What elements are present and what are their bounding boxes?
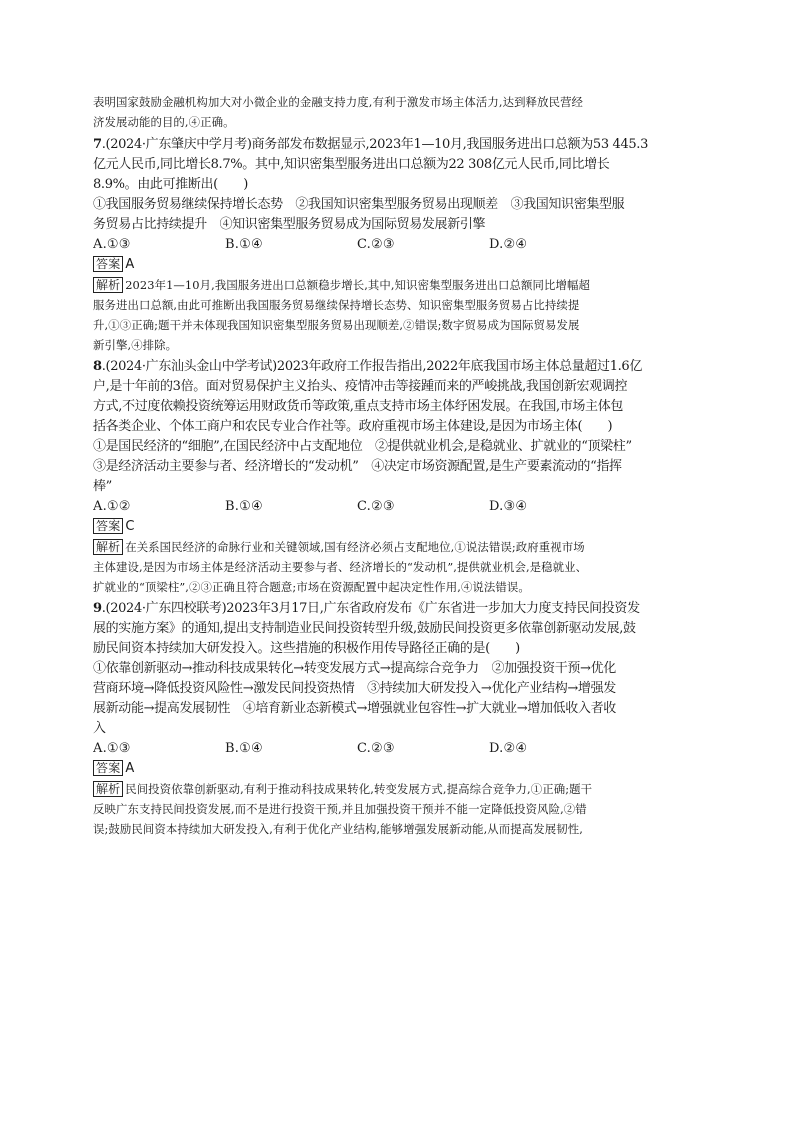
answer-line — [93, 517, 715, 537]
analysis-line: 升,①③正确;题干并未体现我国知识密集型服务贸易出现顺差,②错误;数字贸易成为国际贸易发展 — [93, 318, 580, 332]
statement-line: ③是经济活动主要参与者、经济增长的“发动机” ④决定市场资源配置,是生产要素流动的“指挥 — [93, 459, 622, 474]
option-a: A.①③ — [93, 237, 131, 252]
answer-value: A — [125, 761, 135, 776]
question-number: 9 — [93, 601, 102, 616]
analysis-tag: 解析 — [93, 539, 123, 555]
analysis-tag: 解析 — [93, 277, 123, 293]
option-d: D.②④ — [489, 237, 528, 252]
option-d: D.③④ — [489, 499, 528, 514]
question-stem-line: 展的实施方案》的通知,提出支持制造业民间投资转型升级,鼓励民间投资更多依靠创新驱动发展,鼓 — [93, 621, 636, 636]
option-b: B.①④ — [225, 499, 263, 514]
option-a: A.①③ — [93, 741, 131, 756]
answer-line — [93, 255, 715, 275]
question-stem-line: 9.(2024·广东四校联考)2023年3月17日,广东省政府发布《广东省进一步加大力度支持民间投资发 — [93, 601, 640, 616]
analysis-line: 新引擎,④排除。 — [93, 338, 178, 352]
statement-line: 务贸易占比持续提升 ④知识密集型服务贸易成为国际贸易发展新引擎 — [93, 217, 486, 232]
options-row — [93, 497, 715, 517]
options-row — [93, 235, 715, 255]
statement-line: ①我国服务贸易继续保持增长态势 ②我国知识密集型服务贸易出现顺差 ③我国知识密集型服 — [93, 197, 625, 212]
answer-value: C — [125, 519, 135, 534]
analysis-line: 解析 在关系国民经济的命脉行业和关键领域,国有经济必须占支配地位,①说法错误;政府重视市场 — [93, 537, 715, 557]
statement-line: ①是国民经济的“细胞”,在国民经济中占支配地位 ②提供就业机会,是稳就业、扩就业的“顶梁柱” — [93, 439, 632, 454]
question-stem-line: 励民间资本持续加大研发投入。这些措施的积极作用传导路径正确的是( ) — [93, 641, 520, 656]
answer-tag: 答案 — [93, 760, 123, 776]
question-8 — [93, 357, 715, 597]
statement-line: 棒” — [93, 479, 112, 494]
analysis-line: 解析 民间投资依靠创新驱动,有利于推动科技成果转化,转变发展方式,提高综合竞争力,①正确;题干 — [93, 779, 715, 799]
analysis-line: 服务进出口总额,由此可推断出我国服务贸易继续保持增长态势、知识密集型服务贸易占比持续提 — [93, 298, 580, 312]
intro-line: 表明国家鼓励金融机构加大对小微企业的金融支持力度,有利于激发市场主体活力,达到释放民营经 — [93, 95, 584, 109]
option-c: C.②③ — [357, 741, 395, 756]
answer-tag: 答案 — [93, 518, 123, 534]
document-page — [93, 92, 715, 841]
option-c: C.②③ — [357, 237, 395, 252]
analysis-line: 解析 2023年1—10月,我国服务进出口总额稳步增长,其中,知识密集型服务进出口总额同比增幅超 — [93, 275, 715, 295]
statement-line: 入 — [93, 721, 106, 736]
question-stem-line: 户,是十年前的3倍。面对贸易保护主义抬头、疫情冲击等接踵而来的严峻挑战,我国创新宏观调控 — [93, 379, 628, 394]
option-b: B.①④ — [225, 741, 263, 756]
answer-tag: 答案 — [93, 256, 123, 272]
statement-line: 营商环境→降低投资风险性→激发民间投资热情 ③持续加大研发投入→优化产业结构→增强发 — [93, 681, 616, 696]
options-row — [93, 739, 715, 759]
analysis-line: 扩就业的“顶梁柱”,②③正确且符合题意;市场在资源配置中起决定性作用,④说法错误。 — [93, 580, 530, 594]
option-b: B.①④ — [225, 237, 263, 252]
question-stem-line: 方式,不过度依赖投资统筹运用财政货币等政策,重点支持市场主体纾困发展。在我国,市场主体包 — [93, 399, 623, 414]
option-a: A.①② — [93, 499, 131, 514]
question-number: 8 — [93, 359, 102, 374]
question-7 — [93, 135, 715, 355]
question-stem-line: 亿元人民币,同比增长8.7%。其中,知识密集型服务进出口总额为22 308亿元人民币,同比增长 — [93, 157, 610, 172]
question-stem-line: 8.(2024·广东汕头金山中学考试)2023年政府工作报告指出,2022年底我国市场主体总量超过1.6亿 — [93, 359, 642, 374]
analysis-line: 主体建设,是因为市场主体是经济活动主要参与者、经济增长的“发动机”,提供就业机会,是稳就业、 — [93, 560, 588, 574]
answer-line — [93, 759, 715, 779]
intro-line: 济发展动能的目的,④正确。 — [93, 115, 235, 129]
statement-line: 展新动能→提高发展韧性 ④培育新业态新模式→增强就业包容性→扩大就业→增加低收入者收 — [93, 701, 616, 716]
statement-line: ①依靠创新驱动→推动科技成果转化→转变发展方式→提高综合竞争力 ②加强投资干预→优化 — [93, 661, 616, 676]
analysis-line: 误;鼓励民间资本持续加大研发投入,有利于优化产业结构,能够增强发展新动能,从而提高发展韧性, — [93, 822, 583, 836]
question-number: 7 — [93, 137, 102, 152]
question-stem-line: 括各类企业、个体工商户和农民专业合作社等。政府重视市场主体建设,是因为市场主体( ) — [93, 419, 613, 434]
analysis-tag: 解析 — [93, 781, 123, 797]
option-d: D.②④ — [489, 741, 528, 756]
question-stem-line: 7.(2024·广东肇庆中学月考)商务部发布数据显示,2023年1—10月,我国服务进出口总额为53 445.3 — [93, 137, 648, 152]
question-stem-line: 8.9%。由此可推断出( ) — [93, 177, 248, 192]
option-c: C.②③ — [357, 499, 395, 514]
analysis-line: 反映广东支持民间投资发展,而不是进行投资干预,并且加强投资干预并不能一定降低投资风险,②错 — [93, 802, 587, 816]
intro-paragraph — [93, 92, 715, 132]
answer-value: A — [125, 257, 135, 272]
question-9 — [93, 599, 715, 839]
